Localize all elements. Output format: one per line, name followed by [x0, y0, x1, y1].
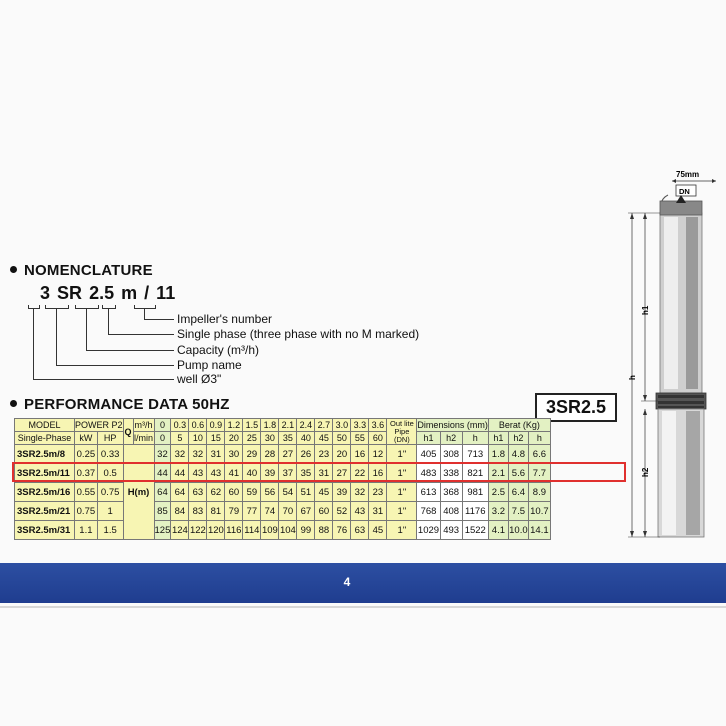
q-value: 45 — [315, 432, 333, 445]
dim-col-h1: h1 — [417, 432, 440, 445]
nomenclature-heading: NOMENCLATURE — [10, 262, 153, 279]
dimension-cell: 408 — [440, 502, 462, 521]
head-value-cell: 64 — [154, 483, 171, 502]
head-value-cell: 63 — [189, 483, 207, 502]
q-value: 10 — [189, 432, 207, 445]
code-pump-name: SR — [57, 283, 83, 303]
head-value-cell: 39 — [333, 483, 351, 502]
weight-cell: 6.4 — [508, 483, 528, 502]
col-model-header: MODEL — [15, 419, 75, 432]
leader-line — [33, 309, 34, 379]
model-cell: 3SR2.5m/8 — [15, 445, 75, 464]
dimension-cell: 483 — [417, 464, 440, 483]
head-value-cell: 39 — [261, 464, 279, 483]
head-value-cell: 120 — [207, 521, 225, 540]
col-outlet-header: Out lite Pipe (DN) — [387, 419, 417, 445]
dimension-cell: 981 — [462, 483, 488, 502]
col-hp-header: HP — [97, 432, 123, 445]
weight-col-h2: h2 — [508, 432, 528, 445]
head-value-cell: 26 — [297, 445, 315, 464]
head-value-cell: 23 — [315, 445, 333, 464]
power-kw-cell: 1.1 — [75, 521, 98, 540]
head-value-cell: 114 — [243, 521, 261, 540]
power-hp-cell: 1 — [97, 502, 123, 521]
label-well: well Ø3" — [177, 372, 222, 386]
dimension-cell: 405 — [417, 445, 440, 464]
weight-cell: 2.5 — [488, 483, 508, 502]
code-phase: m — [121, 283, 138, 303]
model-cell: 3SR2.5m/11 — [15, 464, 75, 483]
dim-h-label: h — [628, 375, 637, 380]
q-value: 50 — [333, 432, 351, 445]
outlet-pipe-cell: 1" — [387, 502, 417, 521]
head-value-cell: 125 — [154, 521, 171, 540]
head-value-cell: 43 — [351, 502, 369, 521]
head-value-cell: 51 — [297, 483, 315, 502]
dimension-cell: 821 — [462, 464, 488, 483]
dimension-cell: 1176 — [462, 502, 488, 521]
head-value-cell: 122 — [189, 521, 207, 540]
head-value-cell: 63 — [351, 521, 369, 540]
head-value-cell: 81 — [207, 502, 225, 521]
q-value: 40 — [297, 432, 315, 445]
power-kw-cell: 0.37 — [75, 464, 98, 483]
head-value-cell: 104 — [279, 521, 297, 540]
page-number: 4 — [343, 575, 351, 589]
q-value: 0.9 — [207, 419, 225, 432]
dim-75mm-label: 75mm — [676, 170, 700, 179]
leader-line — [108, 334, 174, 335]
dimension-cell: 368 — [440, 483, 462, 502]
q-unit-lmin: l/min — [134, 433, 154, 443]
outlet-pipe-cell: 1" — [387, 445, 417, 464]
head-value-cell: 83 — [189, 502, 207, 521]
q-value: 2.7 — [315, 419, 333, 432]
table-subheader-row — [15, 432, 551, 445]
q-value: 3.6 — [369, 419, 387, 432]
head-value-cell: 85 — [154, 502, 171, 521]
head-value-cell: 59 — [243, 483, 261, 502]
q-value: 3.0 — [333, 419, 351, 432]
leader-line — [144, 309, 145, 319]
col-q-header: Q — [123, 419, 133, 445]
head-value-cell: 32 — [171, 445, 189, 464]
head-value-cell: 31 — [207, 445, 225, 464]
head-value-cell: 43 — [189, 464, 207, 483]
head-value-cell: 27 — [279, 445, 297, 464]
head-value-cell: 16 — [351, 445, 369, 464]
leader-line — [108, 309, 109, 334]
label-impeller-number: Impeller's number — [177, 312, 272, 326]
outlet-pipe-cell: 1" — [387, 521, 417, 540]
head-value-cell: 74 — [261, 502, 279, 521]
pump-diagram — [620, 165, 726, 555]
head-value-cell: 60 — [315, 502, 333, 521]
bullet-icon — [10, 400, 17, 407]
head-value-cell: 116 — [225, 521, 243, 540]
head-value-cell: 45 — [369, 521, 387, 540]
label-capacity: Capacity (m³/h) — [177, 343, 260, 357]
code-impellers: 11 — [156, 283, 176, 303]
weight-cell: 3.2 — [488, 502, 508, 521]
q-value: 60 — [369, 432, 387, 445]
table-row — [15, 483, 551, 502]
weight-cell: 10.0 — [508, 521, 528, 540]
head-value-cell: 52 — [333, 502, 351, 521]
col-power-header: POWER P2 — [75, 420, 123, 430]
performance-heading: PERFORMANCE DATA 50HZ — [10, 396, 230, 413]
head-value-cell: 32 — [351, 483, 369, 502]
label-pump-name: Pump name — [177, 358, 242, 372]
head-value-cell: 23 — [369, 483, 387, 502]
head-value-cell: 29 — [243, 445, 261, 464]
head-value-cell: 28 — [261, 445, 279, 464]
head-value-cell: 60 — [225, 483, 243, 502]
power-hp-cell: 0.5 — [97, 464, 123, 483]
brace-phase — [102, 305, 116, 309]
dimension-cell: 1522 — [462, 521, 488, 540]
q-value: 25 — [243, 432, 261, 445]
dimension-cell: 493 — [440, 521, 462, 540]
table-row — [15, 521, 551, 540]
q-value: 15 — [207, 432, 225, 445]
table-row — [15, 502, 551, 521]
col-single-phase-header: Single-Phase — [15, 432, 75, 445]
label-single-phase: Single phase (three phase with no M marked) — [177, 327, 420, 341]
q-value: 35 — [279, 432, 297, 445]
weight-col-h: h — [528, 432, 550, 445]
footer-bar — [0, 563, 726, 603]
head-value-cell: 40 — [243, 464, 261, 483]
head-value-cell: 99 — [297, 521, 315, 540]
dimension-cell: 713 — [462, 445, 488, 464]
weight-cell: 8.9 — [528, 483, 550, 502]
dim-dn-label: DN — [679, 187, 690, 196]
col-dimensions-header: Dimensions (mm) — [417, 420, 488, 430]
q-value: 1.2 — [225, 419, 243, 432]
q-value: 55 — [351, 432, 369, 445]
q-unit-m3h: m³/h — [134, 420, 153, 430]
head-value-cell: 77 — [243, 502, 261, 521]
head-value-cell: 31 — [369, 502, 387, 521]
weight-col-h1: h1 — [488, 432, 508, 445]
leader-line — [86, 309, 87, 350]
model-cell: 3SR2.5m/21 — [15, 502, 75, 521]
bullet-icon — [10, 266, 17, 273]
head-value-cell: 70 — [279, 502, 297, 521]
dimension-cell: 338 — [440, 464, 462, 483]
head-value-cell: 109 — [261, 521, 279, 540]
head-value-cell: 124 — [171, 521, 189, 540]
weight-cell: 6.6 — [528, 445, 550, 464]
col-weight-header: Berat (Kg) — [488, 419, 550, 432]
code-slash: / — [144, 283, 150, 303]
weight-cell: 5.6 — [508, 464, 528, 483]
head-value-cell: 22 — [351, 464, 369, 483]
code-well: 3 — [40, 283, 51, 303]
outlet-pipe-cell: 1" — [387, 483, 417, 502]
head-value-cell: 67 — [297, 502, 315, 521]
highlighted-row-outline — [12, 462, 626, 482]
head-value-cell: 45 — [315, 483, 333, 502]
power-kw-cell: 0.75 — [75, 502, 98, 521]
brace-well — [28, 305, 40, 309]
model-cell: 3SR2.5m/16 — [15, 483, 75, 502]
weight-cell: 4.8 — [508, 445, 528, 464]
q-value: 2.1 — [279, 419, 297, 432]
power-kw-cell: 0.25 — [75, 445, 98, 464]
brace-capacity — [75, 305, 99, 309]
head-value-cell: 32 — [154, 445, 171, 464]
table-header-row — [15, 419, 551, 432]
head-value-cell: 62 — [207, 483, 225, 502]
dimension-cell: 613 — [417, 483, 440, 502]
weight-cell: 2.1 — [488, 464, 508, 483]
weight-cell: 7.7 — [528, 464, 550, 483]
q-value: 5 — [171, 432, 189, 445]
head-value-cell: 64 — [171, 483, 189, 502]
table-body — [15, 445, 551, 540]
head-value-cell: 16 — [369, 464, 387, 483]
dim-col-h2: h2 — [440, 432, 462, 445]
dim-h1-label: h1 — [641, 305, 650, 315]
head-value-cell: 44 — [171, 464, 189, 483]
q-value: 0 — [154, 432, 171, 445]
q-value: 0.6 — [189, 419, 207, 432]
footer-divider — [0, 606, 726, 608]
head-value-cell: 79 — [225, 502, 243, 521]
power-hp-cell: 0.33 — [97, 445, 123, 464]
head-value-cell: 41 — [225, 464, 243, 483]
head-value-cell: 44 — [154, 464, 171, 483]
q-value: 1.5 — [243, 419, 261, 432]
q-value: 2.4 — [297, 419, 315, 432]
q-value: 20 — [225, 432, 243, 445]
head-value-cell: 56 — [261, 483, 279, 502]
head-value-cell: 43 — [207, 464, 225, 483]
q-value: 1.8 — [261, 419, 279, 432]
dim-col-h: h — [462, 432, 488, 445]
leader-line — [56, 365, 174, 366]
head-value-cell: 35 — [297, 464, 315, 483]
dimension-cell: 308 — [440, 445, 462, 464]
head-value-cell: 37 — [279, 464, 297, 483]
q-value: 0.3 — [171, 419, 189, 432]
head-value-cell: 27 — [333, 464, 351, 483]
weight-cell: 4.1 — [488, 521, 508, 540]
leader-line — [33, 379, 174, 380]
head-value-cell: 54 — [279, 483, 297, 502]
weight-cell: 1.8 — [488, 445, 508, 464]
brace-impellers — [134, 305, 156, 309]
code-capacity: 2.5 — [89, 283, 115, 303]
head-value-cell: 20 — [333, 445, 351, 464]
table-row — [15, 445, 551, 464]
power-kw-cell: 0.55 — [75, 483, 98, 502]
dim-h2-label: h2 — [641, 467, 650, 477]
power-hp-cell: 1.5 — [97, 521, 123, 540]
weight-cell: 10.7 — [528, 502, 550, 521]
head-value-cell: 31 — [315, 464, 333, 483]
q-value: 30 — [261, 432, 279, 445]
brace-pump-name — [45, 305, 69, 309]
outlet-pipe-cell: 1" — [387, 464, 417, 483]
leader-line — [86, 350, 174, 351]
head-label-cell: H(m) — [123, 445, 154, 540]
leader-line — [56, 309, 57, 365]
dimension-cell: 768 — [417, 502, 440, 521]
power-hp-cell: 0.75 — [97, 483, 123, 502]
weight-cell: 14.1 — [528, 521, 550, 540]
model-name-box: 3SR2.5 — [535, 393, 617, 422]
head-value-cell: 32 — [189, 445, 207, 464]
head-value-cell: 12 — [369, 445, 387, 464]
col-kw-header: kW — [75, 432, 98, 445]
q-value: 3.3 — [351, 419, 369, 432]
nomenclature-code — [40, 283, 175, 304]
q-value: 0 — [154, 419, 171, 432]
head-value-cell: 76 — [333, 521, 351, 540]
leader-line — [144, 319, 174, 320]
head-value-cell: 88 — [315, 521, 333, 540]
head-value-cell: 30 — [225, 445, 243, 464]
model-cell: 3SR2.5m/31 — [15, 521, 75, 540]
head-value-cell: 84 — [171, 502, 189, 521]
weight-cell: 7.5 — [508, 502, 528, 521]
dimension-cell: 1029 — [417, 521, 440, 540]
